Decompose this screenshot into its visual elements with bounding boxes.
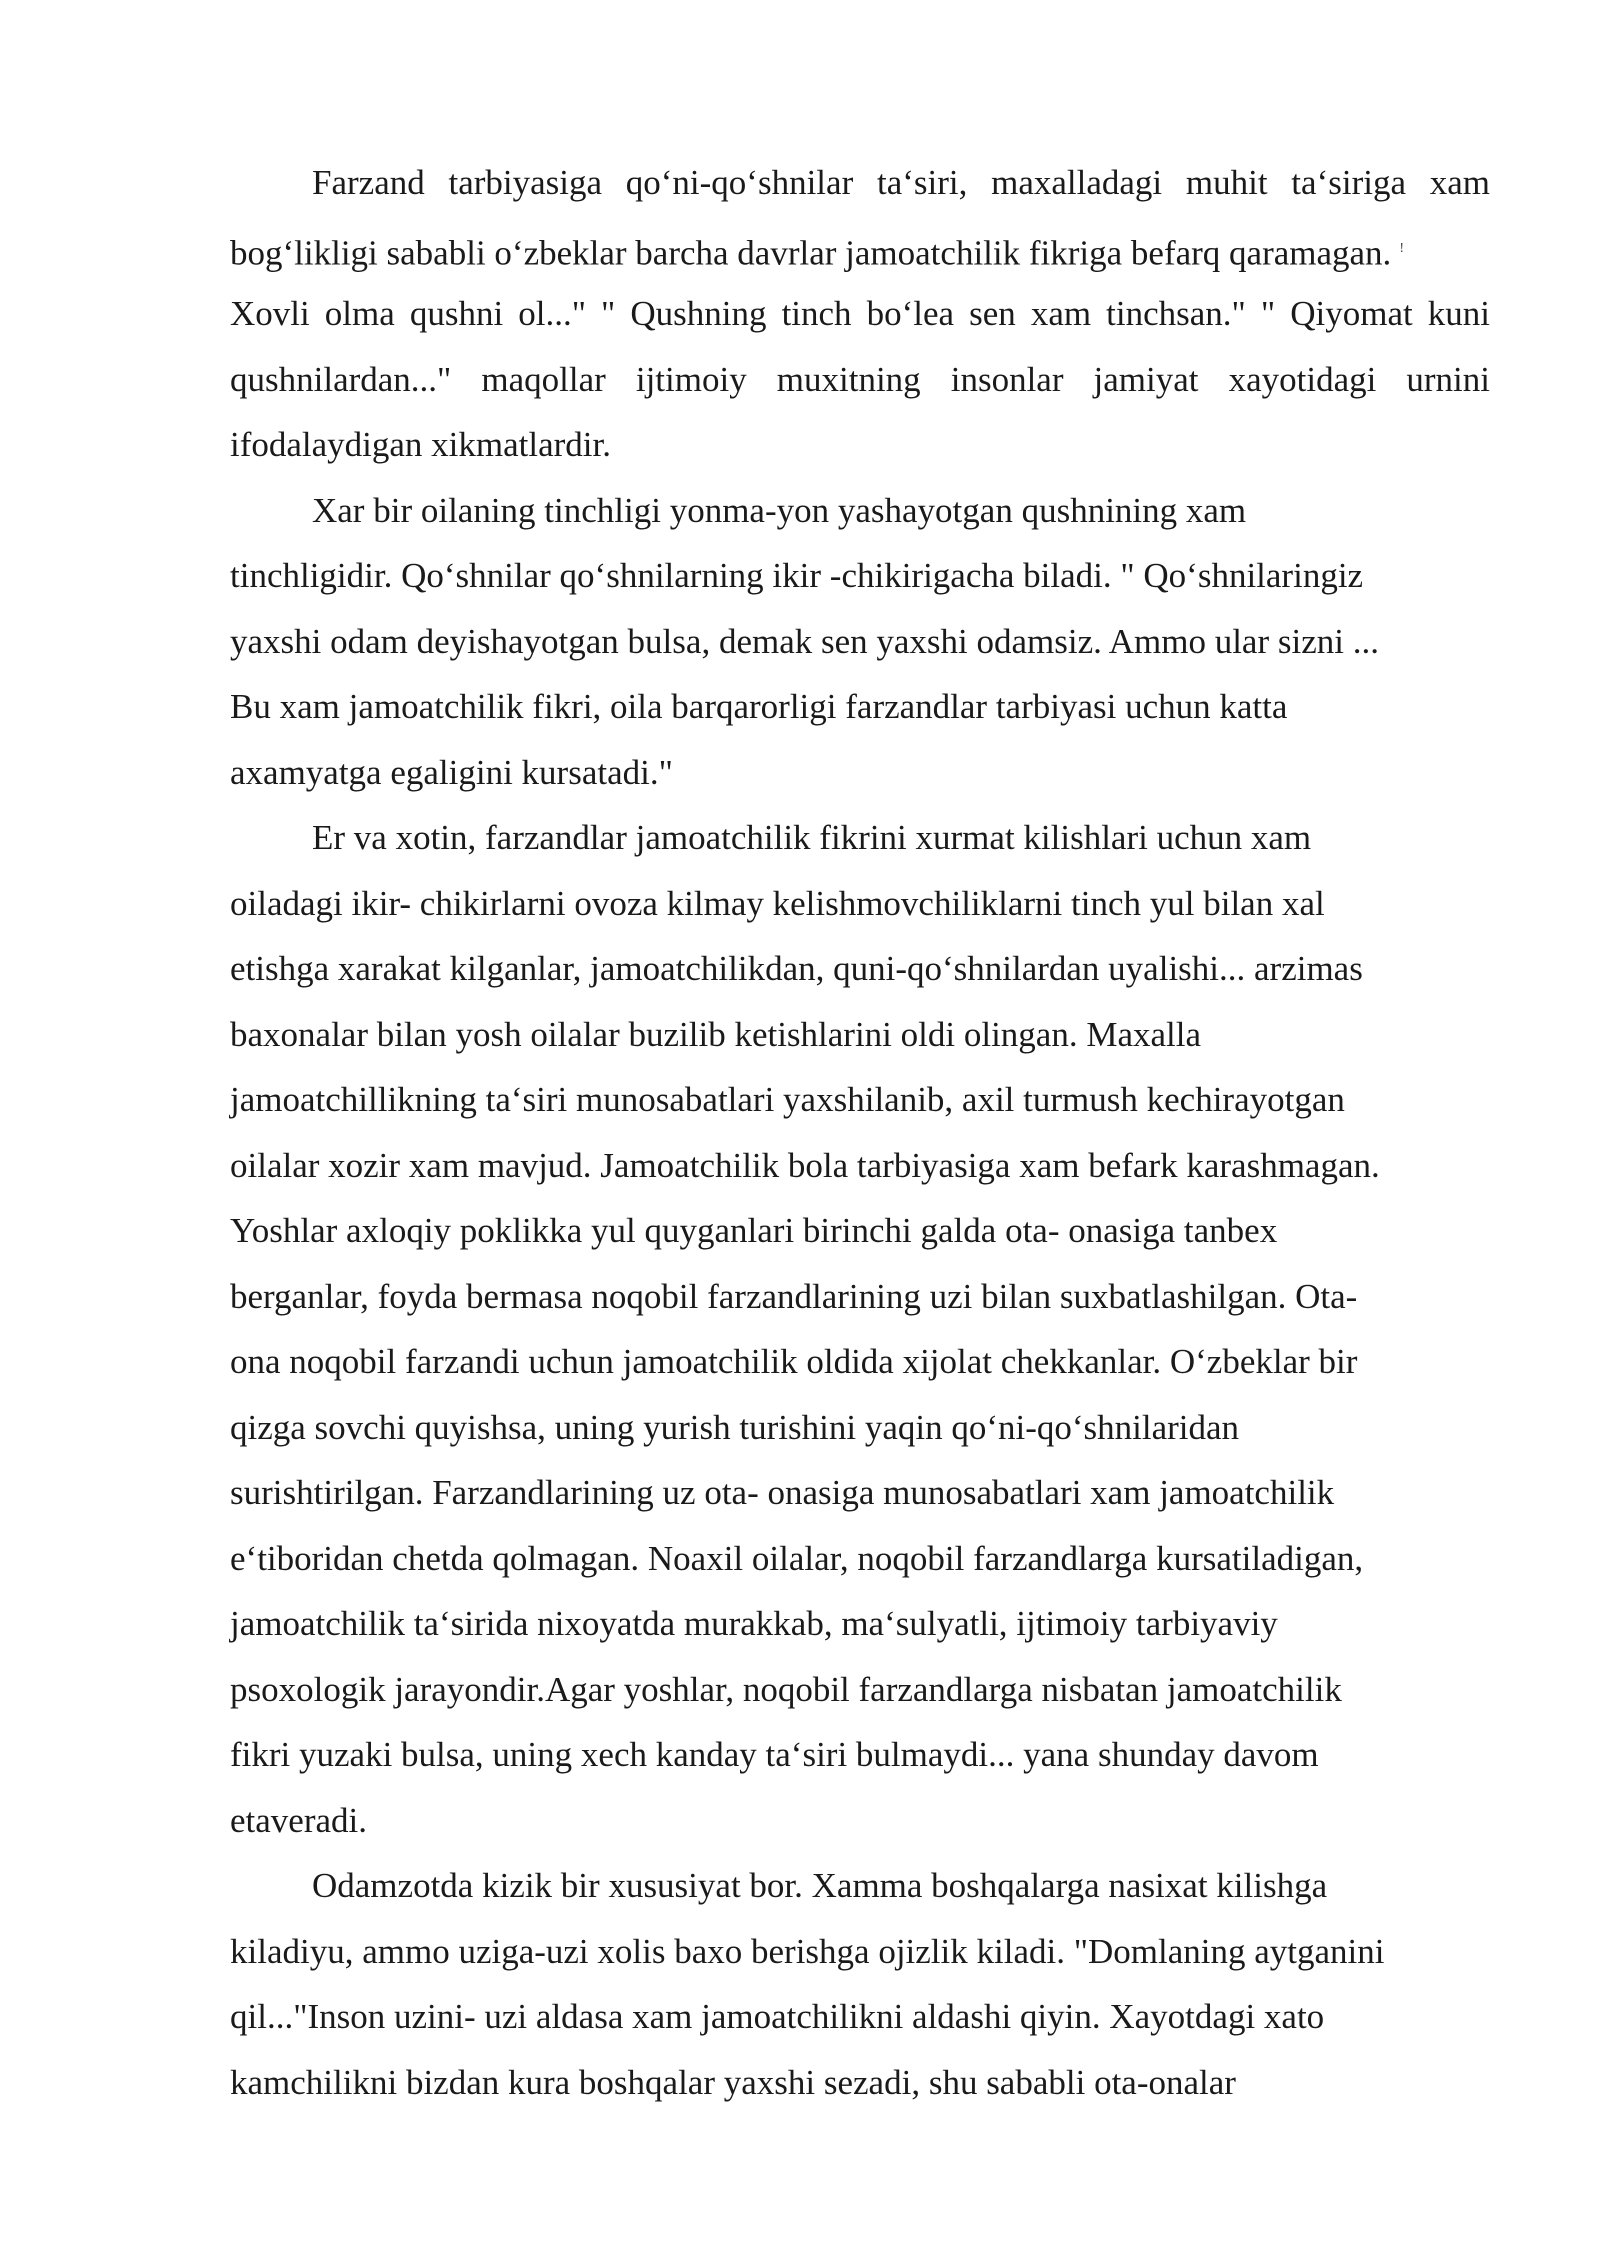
text-line: kiladiyu, ammo uziga-uzi xolis baxo berishga ojizlik kiladi. "Domlaning aytganini (230, 1931, 1385, 1971)
text-line: etaveradi. (230, 1800, 367, 1840)
paragraph-2 (230, 478, 1490, 806)
text-line: bog‘likligi sababli o‘zbeklar barcha davrlar jamoatchilik fikriga befarq qaramagan. ! (230, 233, 1404, 273)
paragraph-3 (230, 805, 1490, 1853)
text-line: baxonalar bilan yosh oilalar buzilib ketishlarini oldi olingan. Maxalla (230, 1014, 1202, 1054)
text-line: qil..."Inson uzini- uzi aldasa xam jamoatchilikni aldashi qiyin. Xayotdagi xato (230, 1997, 1325, 2036)
text-line: berganlar, foyda bermasa noqobil farzandlarining uzi bilan suxbatlashilgan. Ota- (230, 1276, 1358, 1316)
paragraph-1 (230, 150, 1490, 478)
text-line: Bu xam jamoatchilik fikri, oila barqarorligi farzandlar tarbiyasi uchun katta (230, 687, 1288, 726)
text-line: etishga xarakat kilganlar, jamoatchilikdan, quni-qo‘shnilardan uyalishi... arzimas (230, 949, 1363, 988)
text-line: surishtirilgan. Farzandlarining uz ota- onasiga munosabatlari xam jamoatchilik (230, 1473, 1335, 1512)
text-line: ona noqobil farzandi uchun jamoatchilik oldida xijolat chekkanlar. O‘zbeklar bir (230, 1342, 1358, 1381)
text-line: jamoatchilik ta‘sirida nixoyatda murakkab, ma‘sulyatli, ijtimoiy tarbiyaviy (230, 1604, 1278, 1643)
text-line: qizga sovchi quyishsa, uning yurish turishini yaqin qo‘ni-qo‘shnilaridan (230, 1407, 1240, 1447)
text-line: Er va xotin, farzandlar jamoatchilik fikrini xurmat kilishlari uchun xam (312, 818, 1312, 857)
text-line: Yoshlar axloqiy poklikka yul quyganlari birinchi galda ota- onasiga tanbex (230, 1211, 1278, 1250)
body-text (230, 150, 1490, 2115)
text-line: fikri yuzaki bulsa, uning xech kanday ta‘siri bulmaydi... yana shunday davom (230, 1735, 1319, 1774)
footnote-mark: ! (1399, 240, 1404, 256)
text-line: Odamzotda kizik bir xususiyat bor. Xamma boshqalarga nasixat kilishga (312, 1866, 1328, 1905)
text-line: kamchilikni bizdan kura boshqalar yaxshi sezadi, shu sababli ota-onalar (230, 2062, 1236, 2102)
text-line: yaxshi odam deyishayotgan bulsa, demak sen yaxshi odamsiz. Ammo ular sizni ... (230, 621, 1379, 661)
text-line: Xovli olma qushni ol..." " Qushning tinch bo‘lea sen xam tinchsan." " Qiyomat kuni (230, 294, 1490, 333)
paragraph-4 (230, 1853, 1490, 2115)
text-line: psoxologik jarayondir.Agar yoshlar, noqobil farzandlarga nisbatan jamoatchilik (230, 1669, 1342, 1709)
text-line: oiladagi ikir- chikirlarni ovoza kilmay kelishmovchiliklarni tinch yul bilan xal (230, 883, 1325, 923)
text-line: ifodalaydigan xikmatlardir. (230, 425, 612, 464)
text-line: tinchligidir. Qo‘shnilar qo‘shnilarning ikir -chikirigacha biladi. " Qo‘shnilaringiz (230, 556, 1364, 595)
text-line: jamoatchillikning ta‘siri munosabatlari yaxshilanib, axil turmush kechirayotgan (230, 1080, 1345, 1119)
text-line: Xar bir oilaning tinchligi yonma-yon yashayotgan qushnining xam (312, 490, 1247, 530)
text-line: oilalar xozir xam mavjud. Jamoatchilik bola tarbiyasiga xam befark karashmagan. (230, 1145, 1380, 1185)
text-line: e‘tiboridan chetda qolmagan. Noaxil oilalar, noqobil farzandlarga kursatiladigan, (230, 1538, 1364, 1578)
text-line: Farzand tarbiyasiga qo‘ni-qo‘shnilar ta‘siri, maxalladagi muhit ta‘siriga xam (312, 163, 1490, 202)
text-line: qushnilardan..." maqollar ijtimoiy muxitning insonlar jamiyat xayotidagi urnini (230, 359, 1490, 399)
text-line: axamyatga egaligini kursatadi." (230, 752, 673, 792)
